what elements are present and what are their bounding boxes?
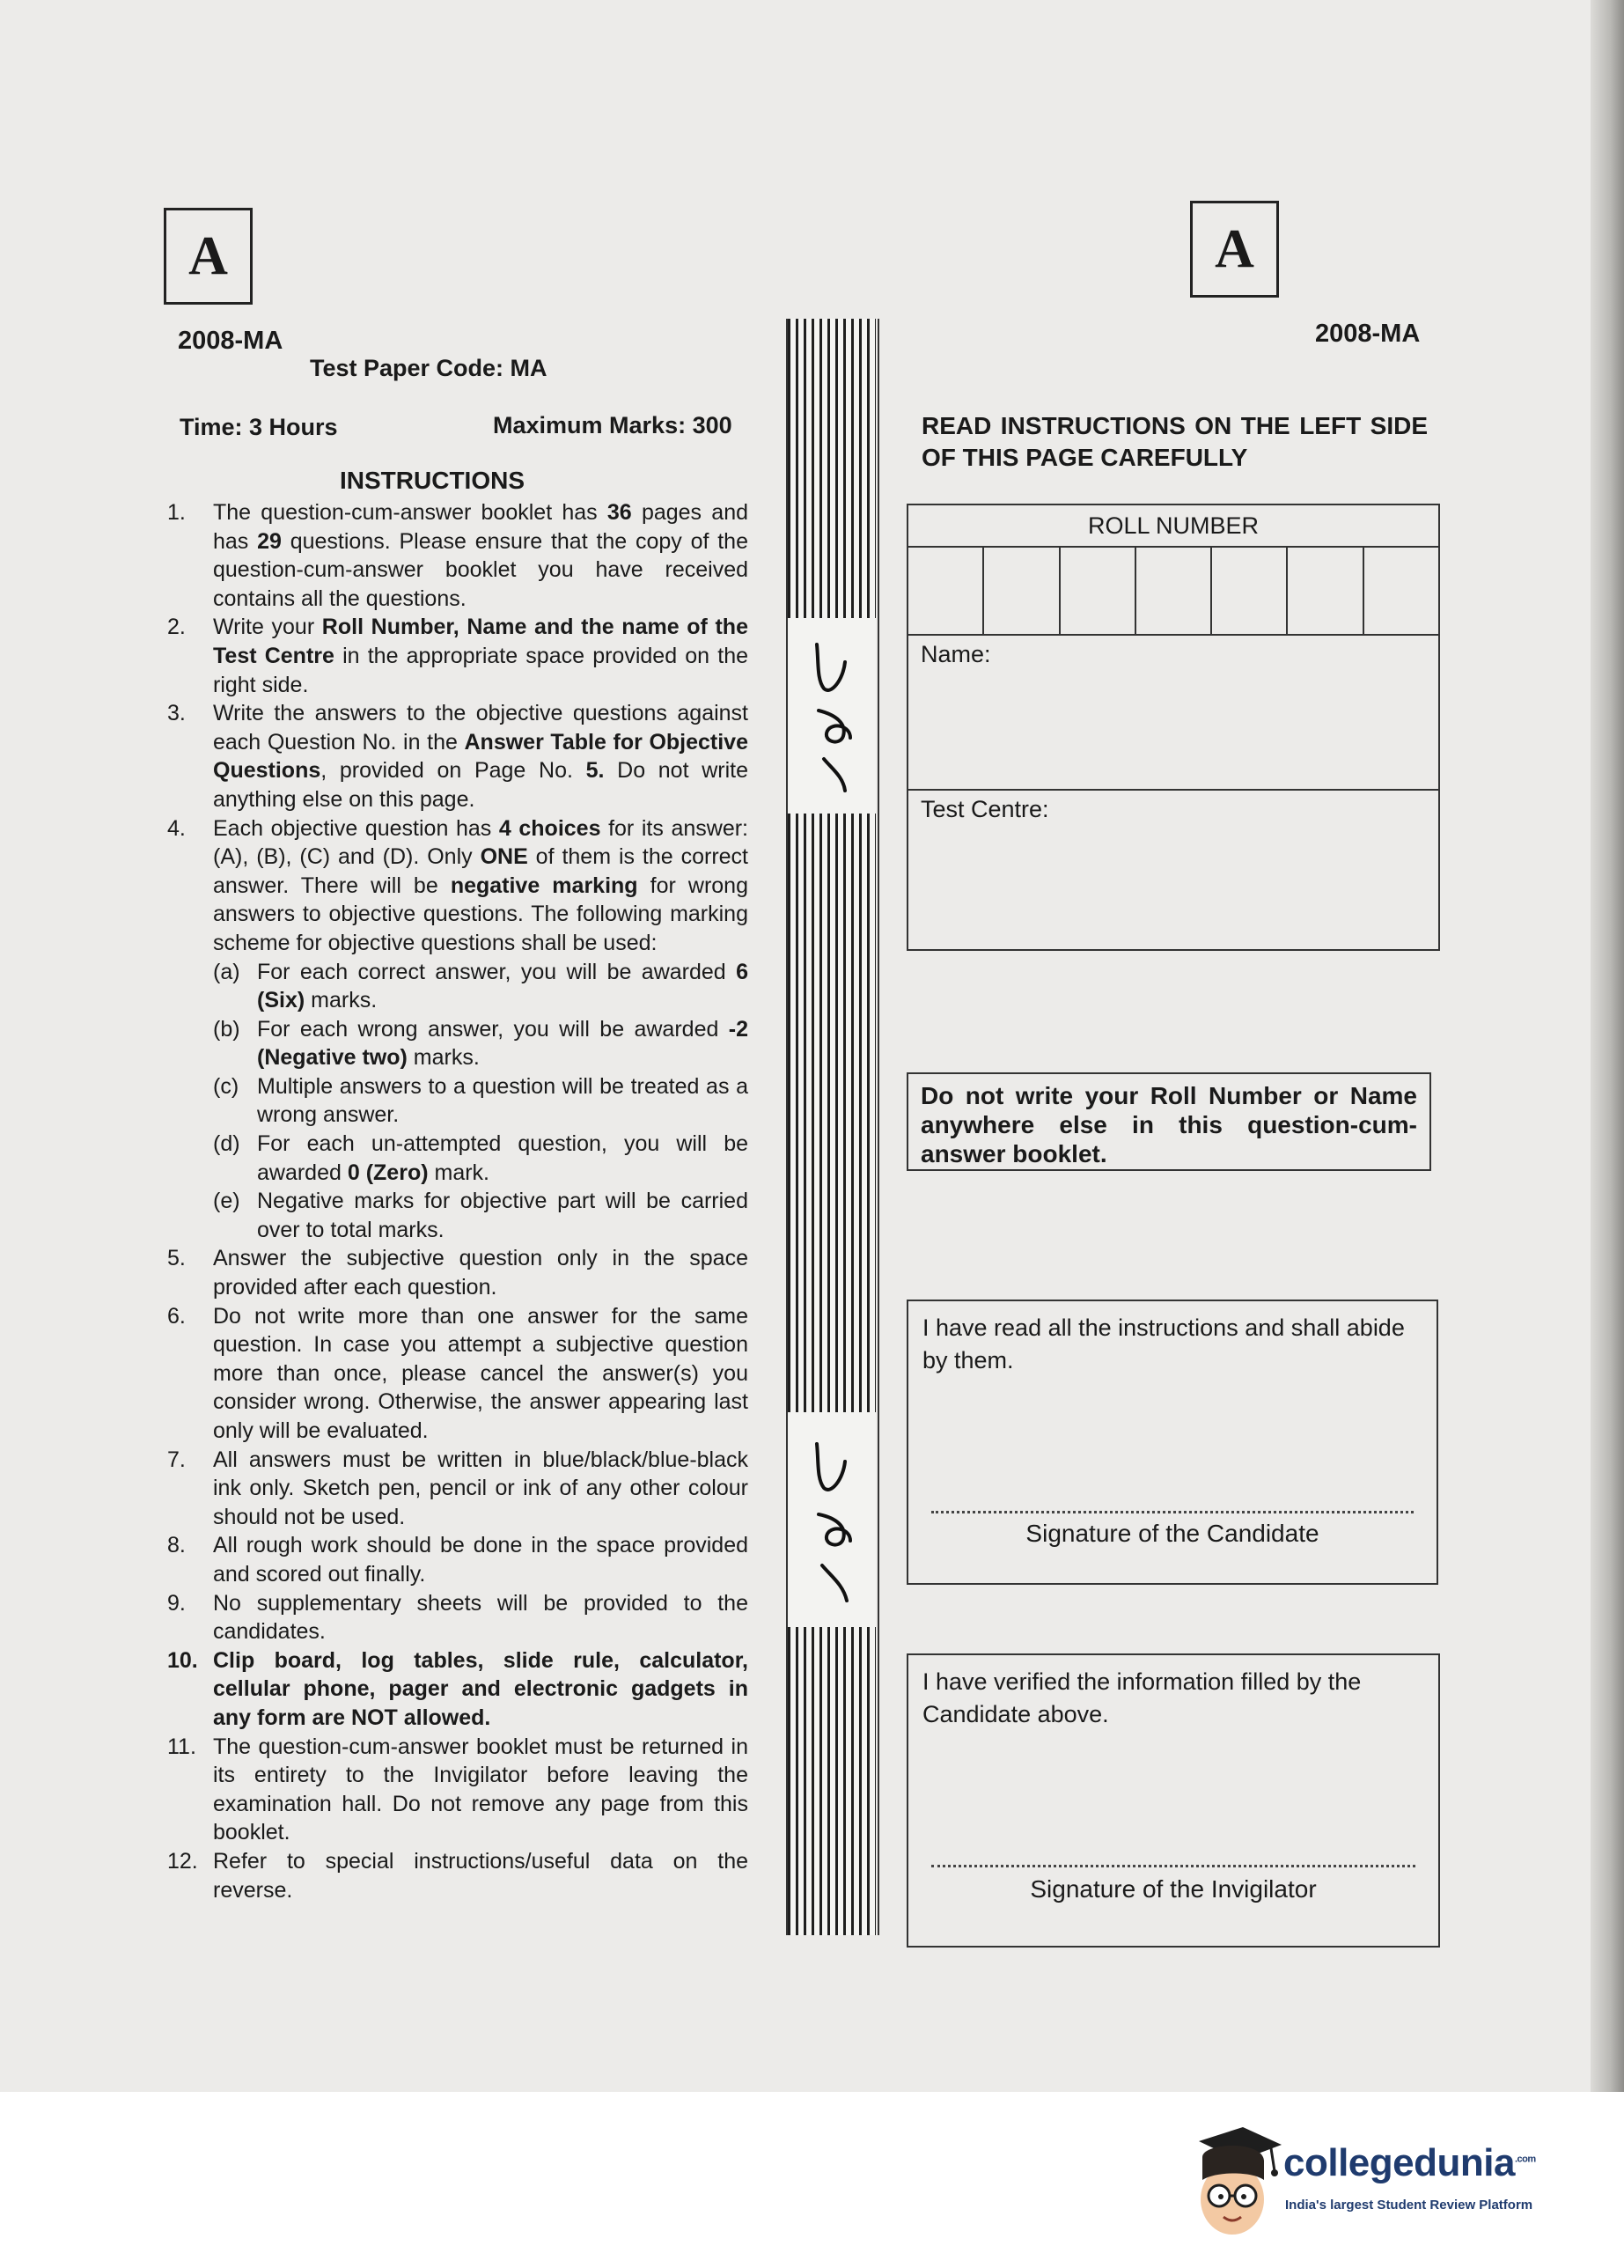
- instruction-number: 6.: [167, 1303, 186, 1329]
- instruction-item: [167, 1446, 748, 1532]
- instruction-number: 1.: [167, 500, 186, 525]
- instruction-number: 10.: [167, 1647, 198, 1673]
- instruction-text: , provided on Page No.: [320, 758, 586, 784]
- divider: [907, 789, 1440, 791]
- instruction-text: Write your: [213, 615, 322, 640]
- sub-label: (e): [213, 1189, 240, 1214]
- instruction-item: [167, 613, 748, 699]
- sub-label: (b): [213, 1016, 240, 1042]
- sub-bold: -2 (Negative two): [257, 1016, 748, 1071]
- sub-text: marks.: [305, 988, 378, 1013]
- roll-number-cell[interactable]: [1212, 548, 1288, 636]
- instruction-text: No supplementary sheets will be provided to the candidates.: [213, 1590, 748, 1645]
- time-label: Time: 3 Hours: [180, 414, 338, 440]
- seal-signature-bottom: [792, 1426, 871, 1611]
- instruction-number: 3.: [167, 701, 186, 726]
- instruction-item: [167, 498, 748, 613]
- marking-scheme-item: [213, 1130, 748, 1187]
- test-centre-label: Test Centre:: [921, 796, 1049, 822]
- roll-number-cell[interactable]: [1364, 548, 1438, 636]
- instruction-item: [167, 1244, 748, 1301]
- year-code-right: 2008-MA: [1315, 320, 1421, 348]
- instruction-bold: 5.: [585, 758, 605, 784]
- instruction-item: [167, 1531, 748, 1588]
- max-marks-label: Maximum Marks: 300: [493, 412, 732, 438]
- mascot-icon: [1190, 2122, 1282, 2245]
- sub-bold: 0 (Zero): [347, 1160, 429, 1185]
- instruction-text: The question-cum-answer booklet has: [213, 500, 607, 525]
- name-label: Name:: [921, 641, 991, 667]
- instruction-bold: ONE: [480, 844, 528, 870]
- instruction-item: [167, 814, 748, 1245]
- sub-label: (c): [213, 1073, 239, 1099]
- instruction-number: 7.: [167, 1447, 186, 1472]
- warning-box: [907, 1072, 1431, 1171]
- sub-label: (a): [213, 959, 240, 984]
- candidate-signature-line[interactable]: [931, 1511, 1414, 1513]
- instruction-text: pages and has: [213, 500, 748, 554]
- instruction-text: of them is the correct answer. There will be: [213, 844, 749, 898]
- page-edge-shadow: [1591, 0, 1624, 2092]
- collegedunia-logo[interactable]: [1190, 2122, 1560, 2254]
- marking-scheme-list: [213, 958, 748, 1245]
- instruction-item: [167, 1733, 748, 1847]
- brand-suffix: .com: [1514, 2154, 1536, 2165]
- sub-label: (d): [213, 1131, 240, 1157]
- instruction-text: for its answer: (A), (B), (C) and (D). Only: [213, 815, 748, 870]
- roll-number-cell[interactable]: [1061, 548, 1136, 636]
- candidate-signature-label: Signature of the Candidate: [1025, 1520, 1319, 1547]
- paper-set-label-right: A: [1215, 218, 1254, 279]
- instruction-text: Write the answers to the objective questions against each Question No. in the: [213, 701, 748, 755]
- invigilator-signature-label: Signature of the Invigilator: [1030, 1875, 1317, 1903]
- instruction-text: Refer to special instructions/useful data on the reverse.: [213, 1848, 748, 1903]
- brand-name: [1283, 2141, 1536, 2185]
- instruction-text: for wrong answers to objective questions. The following marking scheme for objective questions shall be used:: [213, 873, 748, 955]
- roll-number-cells: [908, 548, 1438, 636]
- sub-bold: 6 (Six): [257, 959, 748, 1013]
- instruction-item: [167, 699, 748, 814]
- instructions-list: [167, 498, 748, 1904]
- instruction-item: [167, 1302, 748, 1446]
- roll-number-label: ROLL NUMBER: [1087, 512, 1260, 539]
- divider: [907, 634, 1440, 636]
- paper-set-box-right: [1190, 201, 1279, 298]
- instruction-text: The question-cum-answer booklet must be returned in its entirety to the Invigilator before leaving the examination hall. Do not remove any page from this booklet.: [213, 1734, 748, 1845]
- instructions-title: INSTRUCTIONS: [340, 467, 525, 494]
- instruction-item: [167, 1847, 748, 1904]
- sub-text: marks.: [407, 1045, 480, 1071]
- marking-scheme-item: [213, 1072, 748, 1130]
- instruction-text: Do not write anything else on this page.: [213, 758, 748, 812]
- instruction-bold: Roll Number, Name and the name of the Test Centre: [213, 615, 748, 668]
- instruction-number: 5.: [167, 1246, 186, 1271]
- instruction-bold: negative marking: [450, 873, 638, 898]
- instruction-text: in the appropriate space provided on the right side.: [213, 643, 749, 697]
- invigilator-declaration-box: [907, 1653, 1440, 1948]
- candidate-declaration-box: [907, 1300, 1438, 1585]
- instruction-text: All answers must be written in blue/black/blue-black ink only. Sketch pen, pencil or ink of any other colour should not be used.: [213, 1447, 748, 1529]
- instruction-text: Answer the subjective question only in the space provided after each question.: [213, 1246, 748, 1300]
- instruction-bold: 36: [606, 500, 632, 525]
- year-code-left: 2008-MA: [178, 327, 283, 355]
- sub-text: For each wrong answer, you will be awarded: [257, 1016, 729, 1042]
- instruction-bold: 4 choices: [498, 815, 601, 841]
- instruction-number: 2.: [167, 615, 186, 640]
- roll-number-cell[interactable]: [1136, 548, 1212, 636]
- brand-name-text: collegedunia: [1283, 2141, 1515, 2184]
- sub-text: For each correct answer, you will be awarded: [257, 959, 737, 984]
- invigilator-signature-line[interactable]: [931, 1865, 1415, 1867]
- instruction-bold: Answer Table for Objective Questions: [213, 729, 748, 784]
- sub-text: mark.: [428, 1160, 489, 1185]
- roll-number-cell[interactable]: [984, 548, 1060, 636]
- seal-signature-top: [792, 627, 871, 803]
- instruction-text: All rough work should be done in the space provided and scored out finally.: [213, 1533, 748, 1587]
- instruction-item: [167, 1646, 748, 1733]
- instruction-number: 11.: [167, 1734, 196, 1759]
- test-paper-code: Test Paper Code: MA: [310, 355, 547, 381]
- instruction-text: questions. Please ensure that the copy of the question-cum-answer booklet you have received contains all the questions.: [213, 528, 748, 611]
- sub-text: Multiple answers to a question will be treated as a wrong answer.: [257, 1073, 748, 1128]
- instruction-number: 8.: [167, 1533, 186, 1558]
- instruction-item: [167, 1589, 748, 1646]
- sub-text: Negative marks for objective part will be carried over to total marks.: [257, 1189, 748, 1242]
- roll-number-cell[interactable]: [1288, 548, 1363, 636]
- instruction-number: 4.: [167, 815, 186, 841]
- paper-set-label-left: A: [188, 225, 228, 286]
- marking-scheme-item: [213, 958, 748, 1015]
- invigilator-declaration-text: I have verified the information filled by the Candidate above.: [922, 1668, 1362, 1727]
- seal-strip-frame: [786, 319, 879, 1935]
- roll-number-cell[interactable]: [908, 548, 984, 636]
- marking-scheme-item: [213, 1015, 748, 1072]
- instruction-bold: Clip board, log tables, slide rule, calculator, cellular phone, pager and electronic gadgets in any form are NOT allowed.: [213, 1647, 748, 1730]
- candidate-declaration-text: I have read all the instructions and shall abide by them.: [922, 1314, 1405, 1373]
- instruction-text: Each objective question has: [213, 815, 499, 841]
- brand-tagline: India's largest Student Review Platform: [1285, 2198, 1533, 2213]
- instruction-number: 9.: [167, 1590, 186, 1616]
- sub-text: For each un-attempted question, you will be awarded: [257, 1131, 748, 1185]
- paper-set-box-left: [164, 208, 253, 305]
- instruction-text: Do not write more than one answer for the same question. In case you attempt a subjective question more than once, please cancel the answer(s) you consider wrong. Otherwise, the answer appearing last only will be evaluated.: [213, 1303, 748, 1443]
- read-instructions-notice: READ INSTRUCTIONS ON THE LEFT SIDE OF THIS PAGE CAREFULLY: [922, 412, 1428, 471]
- marking-scheme-item: [213, 1187, 748, 1244]
- instruction-bold: 29: [257, 528, 282, 554]
- warning-text: Do not write your Roll Number or Name anywhere else in this question-cum-answer booklet.: [921, 1082, 1417, 1167]
- instruction-number: 12.: [167, 1848, 198, 1874]
